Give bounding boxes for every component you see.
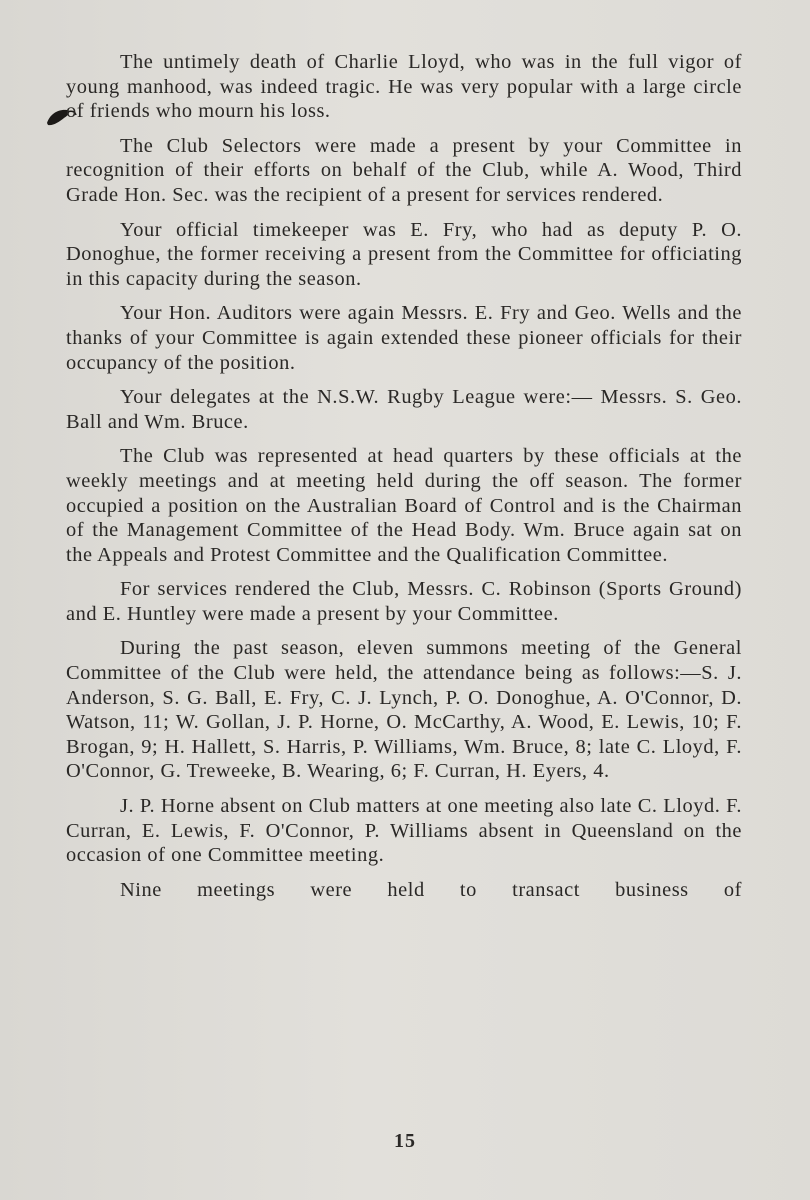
paragraph-meetings: Nine meetings were held to transact business of [120,878,742,901]
paragraph-attendance: During the past season, eleven summons meeting of the General Committee of the Club were held, the attendance being as follows:—S. J. Anderson, S. G. Ball, E. Fry, C. J. Lynch, P. O. Donoghue, A. O'Connor, D. Watson, 11; W. Gollan, J. P. Horne, O. McCarthy, A. Wood, E. Lewis, 10; F. Brogan, 9; H. Hallett, S. Harris, P. Williams, Wm. Bruce, 8; late C. Lloyd, F. O'Connor, G. Treweeke, B. Wearing, 6; F. Curran, H. Eyers, 4. [66,637,742,783]
paragraph-timekeeper: Your official timekeeper was E. Fry, who had as deputy P. O. Donoghue, the former receiving a present from the Committee for officiating in this capacity during the season. [66,218,742,290]
paragraph-absences: J. P. Horne absent on Club matters at one meeting also late C. Lloyd. F. Curran, E. Lewis, F. O'Connor, P. Williams absent in Queensland on the occasion of one Committee meeting. [66,795,742,867]
paragraph-auditors: Your Hon. Auditors were again Messrs. E. Fry and Geo. Wells and the thanks of your Committee is again extended these pioneer officials for their occupancy of the position. [66,302,742,374]
paragraph-headquarters: The Club was represented at head quarters by these officials at the weekly meetings and at meeting held during the off season. The former occupied a position on the Australian Board of Control and is the Chairman of the Management Committee of the Head Body. Wm. Bruce again sat on the Appeals and Protest Committee and the Qualification Committee. [66,445,742,566]
paragraph-selectors-present: The Club Selectors were made a present by your Committee in recognition of their efforts on behalf of the Club, while A. Wood, Third Grade Hon. Sec. was the recipient of a present for services rendered. [66,134,742,206]
paragraph-delegates: Your delegates at the N.S.W. Rugby League were:— Messrs. S. Geo. Ball and Wm. Bruce. [66,386,742,433]
body-text [66,50,742,912]
page-number: 15 [394,1130,416,1152]
paragraph-services-rendered: For services rendered the Club, Messrs. C. Robinson (Sports Ground) and E. Huntley were made a present by your Committee. [66,578,742,625]
paragraph-death-notice: The untimely death of Charlie Lloyd, who was in the full vigor of young manhood, was indeed tragic. He was very popular with a large circle of friends who mourn his loss. [66,51,742,123]
